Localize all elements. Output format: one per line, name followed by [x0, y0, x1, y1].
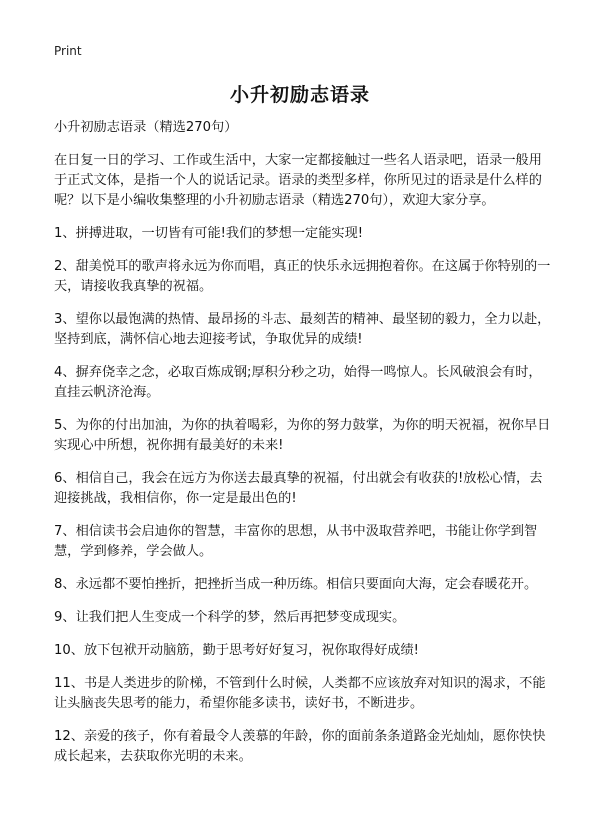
quote-item: 11、书是人类进步的阶梯，不管到什么时候，人类都不应该放弃对知识的渴求，不能让头脑丧失思考的能力，希望你能多读书，读好书，不断进步。 [54, 676, 546, 711]
quote-item: 9、让我们把人生变成一个科学的梦，然后再把梦变成现实。 [54, 610, 406, 625]
page-title: 小升初励志语录 [229, 84, 370, 106]
quote-item: 4、摒弃侥幸之念，必取百炼成钢;厚积分秒之功，始得一鸣惊人。长风破浪会有时，直挂云帆济沧海。 [54, 365, 542, 400]
intro-paragraph: 在日复一日的学习、工作或生活中，大家一定都接触过一些名人语录吧，语录一般用于正式文体，是指一个人的说话记录。语录的类型多样，你所见过的语录是什么样的呢？以下是小编收集整理的小升初励志语录（精选270句），欢迎大家分享。 [54, 153, 542, 208]
quote-item: 1、拼搏进取，一切皆有可能!我们的梦想一定能实现! [54, 226, 364, 241]
document-subtitle: 小升初励志语录（精选270句） [54, 120, 238, 135]
quote-item: 3、望你以最饱满的热情、最昂扬的斗志、最刻苦的精神、最坚韧的毅力，全力以赴，坚持到底，满怀信心地去迎接考试，争取优异的成绩! [54, 312, 551, 347]
print-link[interactable]: Print [54, 44, 82, 58]
quote-item: 8、永远都不要怕挫折，把挫折当成一种历练。相信只要面向大海，定会春暖花开。 [54, 577, 538, 592]
quote-item: 12、亲爱的孩子，你有着最令人羡慕的年龄，你的面前条条道路金光灿灿，愿你快快成长起来，去获取你光明的未来。 [54, 729, 546, 764]
quote-item: 5、为你的付出加油，为你的执着喝彩，为你的努力鼓掌，为你的明天祝福，祝你早日实现心中所想，祝你拥有最美好的未来! [54, 418, 551, 453]
quote-item: 7、相信读书会启迪你的智慧，丰富你的思想，从书中汲取营养吧，书能让你学到智慧，学到修养，学会做人。 [54, 524, 538, 559]
quote-item: 2、甜美悦耳的歌声将永远为你而唱，真正的快乐永远拥抱着你。在这属于你特别的一天，请接收我真挚的祝福。 [54, 259, 551, 294]
quote-item: 6、相信自己，我会在远方为你送去最真挚的祝福，付出就会有收获的!放松心情，去迎接挑战，我相信你，你一定是最出色的! [54, 471, 543, 506]
quote-item: 10、放下包袱开动脑筋，勤于思考好好复习，祝你取得好成绩! [54, 643, 419, 658]
document-body [54, 118, 554, 780]
